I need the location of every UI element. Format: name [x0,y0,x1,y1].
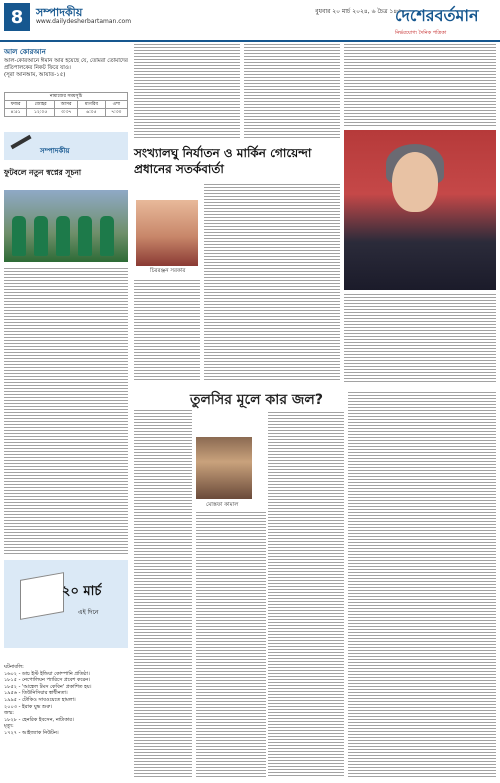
quran-heading: আল কোরআন [4,48,46,56]
list-item: জন্ম: [4,710,14,717]
player-figure [56,216,70,256]
football-article-body [4,268,128,554]
list-item: ১৯৫৬ - তিউনিসিয়ার স্বাধীনতা। [4,690,68,697]
prayer-header: জোহর [27,101,55,109]
editorial-label: সম্পাদকীয় [40,147,70,155]
prayer-table [4,92,128,117]
player-figure [34,216,48,256]
page-number: 8 [4,3,30,31]
list-item: ১৭২৭ - আইজ্যাক নিউটন। [4,729,59,736]
this-day-list [4,664,128,737]
this-day-label: এই দিনে [78,609,99,616]
player-figure [78,216,92,256]
main-article-body-b [134,280,200,380]
prayer-header: এশা [105,101,127,109]
article2-body-b [196,512,266,778]
article2-headline: তুলসির মূলে কার জল? [190,392,323,408]
prayer-time: ৬:০৫ [78,109,106,117]
football-heading: ফুটবলে নতুন স্বপ্নের সূচনা [4,168,82,177]
list-item: ১৬০২ - ডাচ ইস্ট ইন্ডিয়া কোম্পানি প্রতিষ্ঠা। [4,670,90,677]
prayer-time: ১২:০৫ [27,109,55,117]
prayer-header: আসর [55,101,78,109]
masthead-tagline: নির্ভরযোগ্য দৈনিক পত্রিকা [395,30,447,36]
list-item: ১৮২৮ - হেনরিক ইবসেন, নাট্যকার। [4,716,74,723]
prayer-time: ৪:৫১ [5,109,27,117]
columnist-2-name: মোস্তফা কামাল [206,502,239,508]
quran-quote [4,58,128,79]
article-body-top-3 [344,44,496,126]
article-body-top-1 [134,44,240,140]
header-rule [0,40,500,42]
this-day-date: ২০ মার্চ [62,584,102,599]
article2-body-c [268,412,344,778]
player-figure [12,216,26,256]
main-article-body-c [344,294,496,384]
main-headline: সংখ্যালঘু নির্যাতন ও মার্কিন গোয়েন্দা প্রধানের সতর্কবার্তা [134,146,312,176]
list-item: ২০০৩ - ইরাক যুদ্ধ শুরু। [4,703,52,710]
prayer-time: ৩:৩৭ [55,109,78,117]
main-article-body-a [204,184,340,380]
article-body-top-2 [244,44,340,140]
prayer-time: ৭:৩০ [105,109,127,117]
prayer-title: নামাজের সময়সূচি [5,93,128,101]
masthead [395,3,500,35]
player-figure [100,216,114,256]
book-icon [20,572,64,620]
prayer-header: ফজর [5,101,27,109]
list-item: ঘটনাবলি: [4,664,24,670]
article2-body-a [134,410,192,778]
website: www.dailydesherbartaman.com [36,18,132,25]
photo-face [392,152,438,212]
columnist-2-photo [196,437,252,499]
list-item: ১৮৫২ - 'আঙ্কেল টমস কেবিন' প্রকাশিত হয়। [4,683,92,690]
masthead-title: দেশেরবর্তমান [395,6,479,25]
list-item: ১৮১৫ - নেপোলিয়ন প্যারিসে প্রবেশ করেন। [4,677,90,684]
list-item: মৃত্যু: [4,723,14,730]
list-item: ১৯৯৫ - টোকিও সাবওয়েতে হামলা। [4,696,76,703]
quote-ref: (সূরা আনআম, আয়াত-১৫) [4,72,66,78]
columnist-photo [136,200,198,266]
issue-date: বুধবার ২০ মার্চ ২০২৪, ৬ চৈত্র ১৪৩০ [315,8,405,15]
section-title: সম্পাদকীয় [36,6,83,19]
football-team-photo [4,190,128,262]
prayer-header: মাগরিব [78,101,106,109]
quote-text: আল-কোরআনে ঈমান আর হয়েছে যে, তোমরা তোমাদের প্রতিপালকের নিকট ফিরে যাও। [4,58,128,71]
columnist-name: চিররঞ্জন সরকার [150,268,186,274]
article2-body-d [348,392,496,778]
page-header [0,0,500,42]
